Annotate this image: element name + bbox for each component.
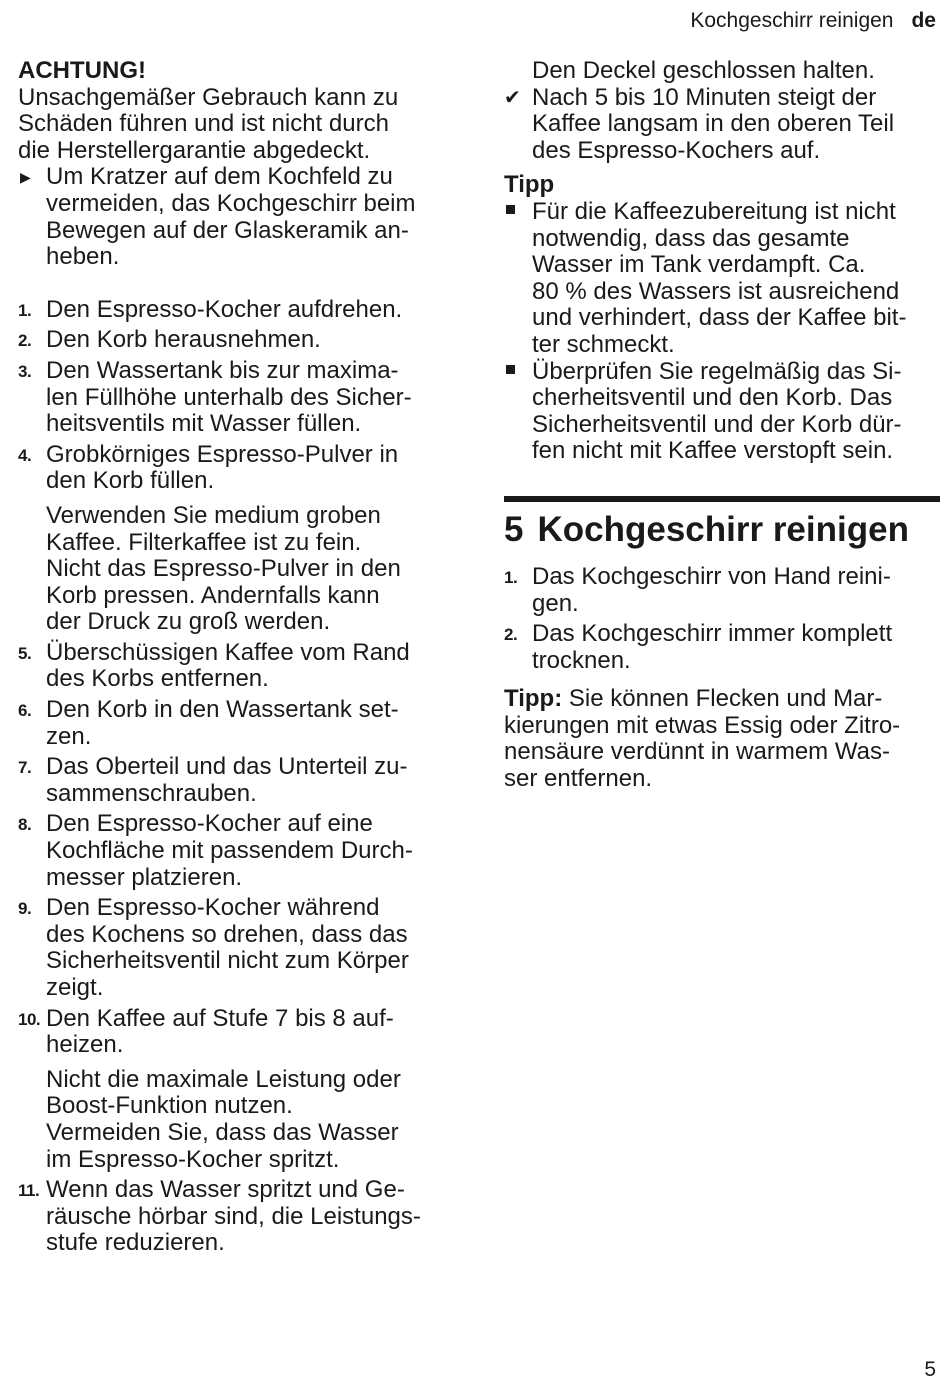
step-7: 7. Das Oberteil und das Unterteil zu- sammenschrauben. (18, 753, 408, 807)
step-10: 10. Den Kaffee auf Stufe 7 bis 8 auf- heizen. (18, 1004, 394, 1059)
clean-step-1: 1. Das Kochgeschirr von Hand reini- gen. (504, 562, 891, 617)
warning-title: ACHTUNG! (18, 57, 146, 84)
page-header (690, 8, 936, 34)
step-2: 2. Den Korb herausnehmen. (18, 326, 321, 354)
tipp-item-2: Überprüfen Sie regelmäßig das Si- cherheitsventil und den Korb. Das Sicherheitsventil und der Korb dür- fen nicht mit Kaffee verstopft sein. (504, 359, 940, 465)
step-9: 9. Den Espresso-Kocher während des Kochens so drehen, dass das Sicherheitsventil nicht zum Körper zeigt. (18, 894, 409, 1001)
final-tip: Tipp: Sie können Flecken und Mar- kierungen mit etwas Essig oder Zitro- nensäure verdünnt in warmem Was- ser entfernen. (504, 685, 901, 793)
square-bullet-icon (506, 205, 515, 214)
triangle-right-icon: ▶ (20, 169, 31, 186)
step-6: 6. Den Korb in den Wassertank set- zen. (18, 696, 399, 750)
step-5: 5. Überschüssigen Kaffee vom Rand des Korbs entfernen. (18, 638, 410, 693)
section-heading (504, 510, 940, 550)
right-column (504, 58, 940, 793)
final-tip-label: Tipp: (504, 685, 563, 713)
section-number: 5 (504, 509, 524, 549)
tipp-item-1: Für die Kaffeezubereitung ist nicht notwendig, dass das gesamte Wasser im Tank verdampft. Ca. 80 % des Wassers ist ausreichend und verhindert, dass der Kaffee bit- ter schmeckt. (504, 199, 940, 359)
step-4-note: Verwenden Sie medium groben Kaffee. Filterkaffee ist zu fein. Nicht das Espresso-Pulver in den Korb pressen. Andernfalls kann der Druck zu groß werden. (46, 501, 401, 636)
clean-step-2: 2. Das Kochgeschirr immer komplett trocknen. (504, 620, 893, 674)
section-divider (504, 496, 940, 502)
section-title-text: Kochgeschirr reinigen (537, 509, 909, 549)
step-11: 11. Wenn das Wasser spritzt und Ge- räusche hörbar sind, die Leistungs- stufe reduzieren. (18, 1176, 421, 1257)
step-3: 3. Den Wassertank bis zur maxima- len Füllhöhe unterhalb des Sicher- heitsventils mit Wasser füllen. (18, 356, 412, 438)
step-10-note: Nicht die maximale Leistung oder Boost-Funktion nutzen. Vermeiden Sie, dass das Wasser im Espresso-Kocher spritzt. (46, 1065, 401, 1173)
step-1: 1. Den Espresso-Kocher aufdrehen. (18, 295, 403, 323)
page-number: 5 (924, 1358, 936, 1382)
header-title: Kochgeschirr reinigen (690, 9, 894, 32)
result-item: ✔ Nach 5 bis 10 Minuten steigt der Kaffee langsam in den oberen Teil des Espresso-Kochers auf. (504, 83, 895, 164)
tipp-heading: Tipp (504, 171, 555, 199)
warning-text: Unsachgemäßer Gebrauch kann zu Schäden führen und ist nicht durch die Herstellergarantie abgedeckt. (18, 83, 399, 164)
warning-action: ▶ Um Kratzer auf dem Kochfeld zu vermeiden, das Kochgeschirr beim Bewegen auf der Glaskeramik an- heben. (20, 163, 416, 271)
square-bullet-icon (506, 365, 515, 374)
step-4: 4. Grobkörniges Espresso-Pulver in den Korb füllen. (18, 440, 399, 495)
language-code: de (911, 9, 936, 32)
continued-line: Den Deckel geschlossen halten. (532, 57, 875, 84)
left-column (18, 58, 458, 1257)
checkmark-icon: ✔ (504, 86, 521, 109)
step-8: 8. Den Espresso-Kocher auf eine Kochfläche mit passendem Durch- messer platzieren. (18, 810, 413, 891)
